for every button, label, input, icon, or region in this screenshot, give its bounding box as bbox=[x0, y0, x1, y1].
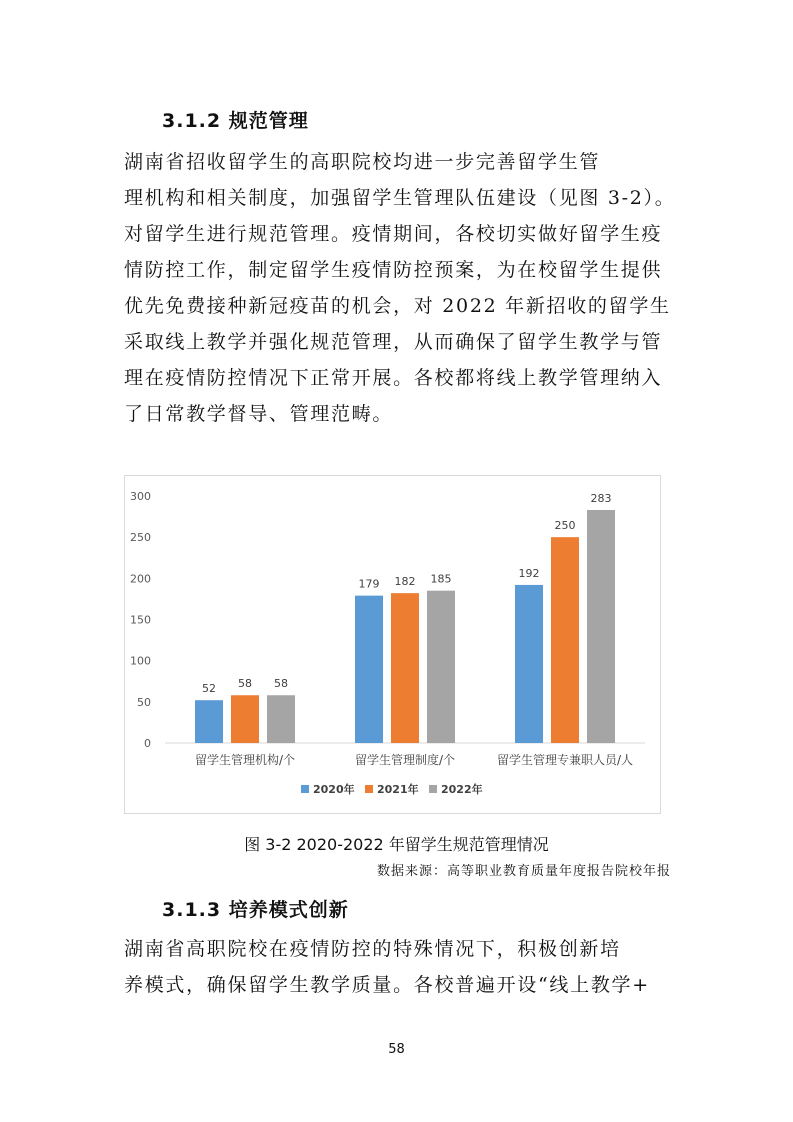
paragraph-line: 湖南省高职院校在疫情防控的特殊情况下，积极创新培 bbox=[124, 938, 621, 960]
bar bbox=[587, 510, 615, 743]
data-label: 182 bbox=[394, 575, 416, 589]
bar-chart-svg bbox=[125, 476, 660, 813]
bar bbox=[355, 596, 383, 743]
y-tick-label: 250 bbox=[130, 531, 151, 545]
data-label: 179 bbox=[358, 577, 380, 591]
y-tick-label: 100 bbox=[130, 654, 151, 668]
data-source-note: 数据来源：高等职业教育质量年度报告院校年报 bbox=[376, 864, 671, 879]
category-label: 留学生管理机构/个 bbox=[194, 753, 296, 767]
y-tick-label: 0 bbox=[144, 737, 151, 750]
page-number: 58 bbox=[388, 1042, 405, 1057]
bar bbox=[427, 591, 455, 743]
data-label: 58 bbox=[274, 677, 288, 691]
data-label: 250 bbox=[554, 519, 576, 533]
paragraph-line: 优先免费接种新冠疫苗的机会，对 2022 年新招收的留学生 bbox=[124, 295, 671, 317]
legend-label: 2020年 bbox=[313, 783, 355, 796]
y-tick-label: 50 bbox=[137, 695, 151, 709]
paragraph-line: 情防控工作，制定留学生疫情防控预案，为在校留学生提供 bbox=[124, 259, 663, 281]
section-paragraph-training-mode bbox=[124, 931, 676, 1003]
bar bbox=[267, 695, 295, 743]
paragraph-line: 养模式，确保留学生教学质量。各校普遍开设“线上教学+ bbox=[124, 974, 650, 996]
data-label: 283 bbox=[590, 491, 612, 505]
bar bbox=[551, 537, 579, 743]
data-label: 58 bbox=[238, 677, 252, 691]
section-heading-3-1-3: 3.1.3 培养模式创新 bbox=[162, 899, 349, 921]
paragraph-line: 理在疫情防控情况下正常开展。各校都将线上教学管理纳入 bbox=[124, 367, 663, 389]
paragraph-line: 了日常教学督导、管理范畴。 bbox=[124, 403, 394, 425]
y-tick-label: 200 bbox=[130, 572, 151, 586]
legend-swatch bbox=[429, 785, 437, 793]
figure-caption: 图 3-2 2020-2022 年留学生规范管理情况 bbox=[244, 835, 549, 854]
bar bbox=[231, 695, 259, 743]
category-label: 留学生管理制度/个 bbox=[354, 753, 456, 767]
paragraph-line: 对留学生进行规范管理。疫情期间，各校切实做好留学生疫 bbox=[124, 223, 663, 245]
bar bbox=[195, 700, 223, 743]
paragraph-line: 采取线上教学并强化规范管理，从而确保了留学生教学与管 bbox=[124, 331, 663, 353]
bar bbox=[515, 585, 543, 743]
category-label: 留学生管理专兼职人员/人 bbox=[496, 753, 634, 767]
legend-swatch bbox=[301, 785, 309, 793]
legend-label: 2022年 bbox=[441, 783, 483, 796]
section-heading-3-1-2: 3.1.2 规范管理 bbox=[162, 110, 309, 132]
bar bbox=[391, 593, 419, 743]
legend-label: 2021年 bbox=[377, 783, 419, 796]
data-label: 52 bbox=[202, 682, 216, 696]
paragraph-line: 理机构和相关制度，加强留学生管理队伍建设（见图 3-2）。 bbox=[124, 187, 676, 209]
paragraph-line: 湖南省招收留学生的高职院校均进一步完善留学生管 bbox=[124, 151, 601, 173]
data-label: 185 bbox=[430, 572, 452, 586]
bar-chart bbox=[124, 475, 661, 814]
y-tick-label: 300 bbox=[130, 490, 151, 503]
y-tick-label: 150 bbox=[130, 613, 151, 627]
legend-swatch bbox=[365, 785, 373, 793]
data-label: 192 bbox=[518, 566, 540, 580]
section-paragraph-management bbox=[124, 144, 676, 432]
